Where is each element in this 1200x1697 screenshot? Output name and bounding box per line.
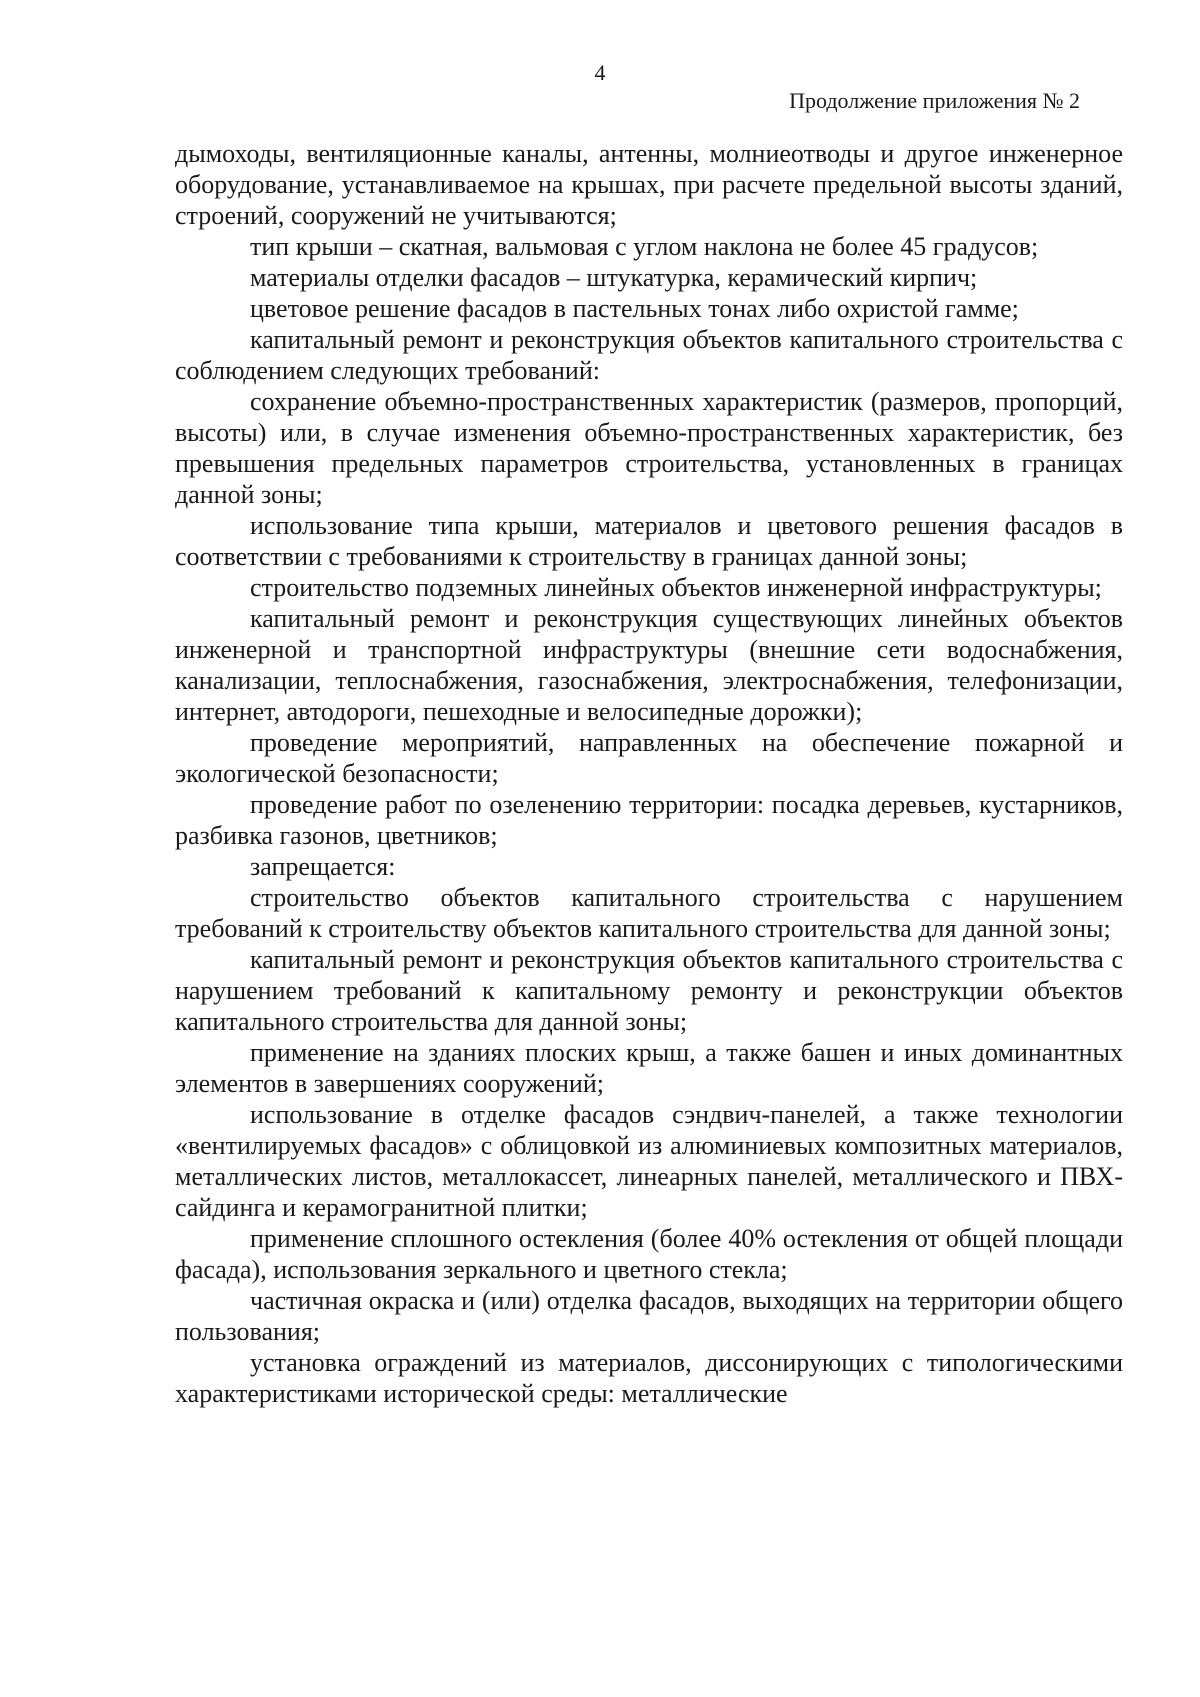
paragraph: применение сплошного остекления (более 40% остекления от общей площади фасада), использования зеркального и цветного стекла; — [175, 1224, 1123, 1284]
paragraph: цветовое решение фасадов в пастельных тонах либо охристой гамме; — [250, 294, 1019, 323]
body-text — [175, 138, 1123, 1409]
paragraph: тип крыши – скатная, вальмовая с углом наклона не более 45 градусов; — [250, 232, 1039, 261]
paragraph: капитальный ремонт и реконструкция объектов капитального строительства с соблюдением следующих требований: — [175, 325, 1123, 385]
paragraph: запрещается: — [250, 852, 396, 881]
paragraph: капитальный ремонт и реконструкция объектов капитального строительства с нарушением требований к капитальному ремонту и реконструкции объектов капитального строительства для данной зоны; — [175, 945, 1123, 1036]
paragraph: проведение мероприятий, направленных на обеспечение пожарной и экологической безопасности; — [175, 728, 1123, 788]
paragraph: использование в отделке фасадов сэндвич-панелей, а также технологии «вентилируемых фасадов» с облицовкой из алюминиевых композитных материалов, металлических листов, металлокассет, линеарных панелей, металлического и ПВХ-сайдинга и керамогранитной плитки; — [175, 1100, 1123, 1222]
paragraph: применение на зданиях плоских крыш, а также башен и иных доминантных элементов в завершениях сооружений; — [175, 1038, 1123, 1098]
paragraph: частичная окраска и (или) отделка фасадов, выходящих на территории общего пользования; — [175, 1286, 1123, 1346]
paragraph: проведение работ по озеленению территории: посадка деревьев, кустарников, разбивка газонов, цветников; — [175, 790, 1123, 850]
paragraph: сохранение объемно-пространственных характеристик (размеров, пропорций, высоты) или, в случае изменения объемно-пространственных характеристик, без превышения предельных параметров строительства, установленных в границах данной зоны; — [175, 387, 1123, 509]
paragraph: материалы отделки фасадов – штукатурка, керамический кирпич; — [250, 263, 978, 292]
running-header: Продолжение приложения № 2 — [789, 88, 1080, 113]
paragraph: строительство подземных линейных объектов инженерной инфраструктуры; — [250, 573, 1102, 602]
paragraph: установка ограждений из материалов, диссонирующих с типологическими характеристиками исторической среды: металлические — [175, 1348, 1123, 1408]
paragraph: дымоходы, вентиляционные каналы, антенны, молниеотводы и другое инженерное оборудование, устанавливаемое на крышах, при расчете предельной высоты зданий, строений, сооружений не учитываются; — [175, 139, 1123, 230]
paragraph: строительство объектов капитального строительства с нарушением требований к строительству объектов капитального строительства для данной зоны; — [175, 883, 1123, 943]
paragraph: использование типа крыши, материалов и цветового решения фасадов в соответствии с требованиями к строительству в границах данной зоны; — [175, 511, 1123, 571]
paragraph: капитальный ремонт и реконструкция существующих линейных объектов инженерной и транспортной инфраструктуры (внешние сети водоснабжения, канализации, теплоснабжения, газоснабжения, электроснабжения, телефонизации, интернет, автодороги, пешеходные и велосипедные дорожки); — [175, 604, 1123, 726]
page-number: 4 — [594, 60, 606, 85]
